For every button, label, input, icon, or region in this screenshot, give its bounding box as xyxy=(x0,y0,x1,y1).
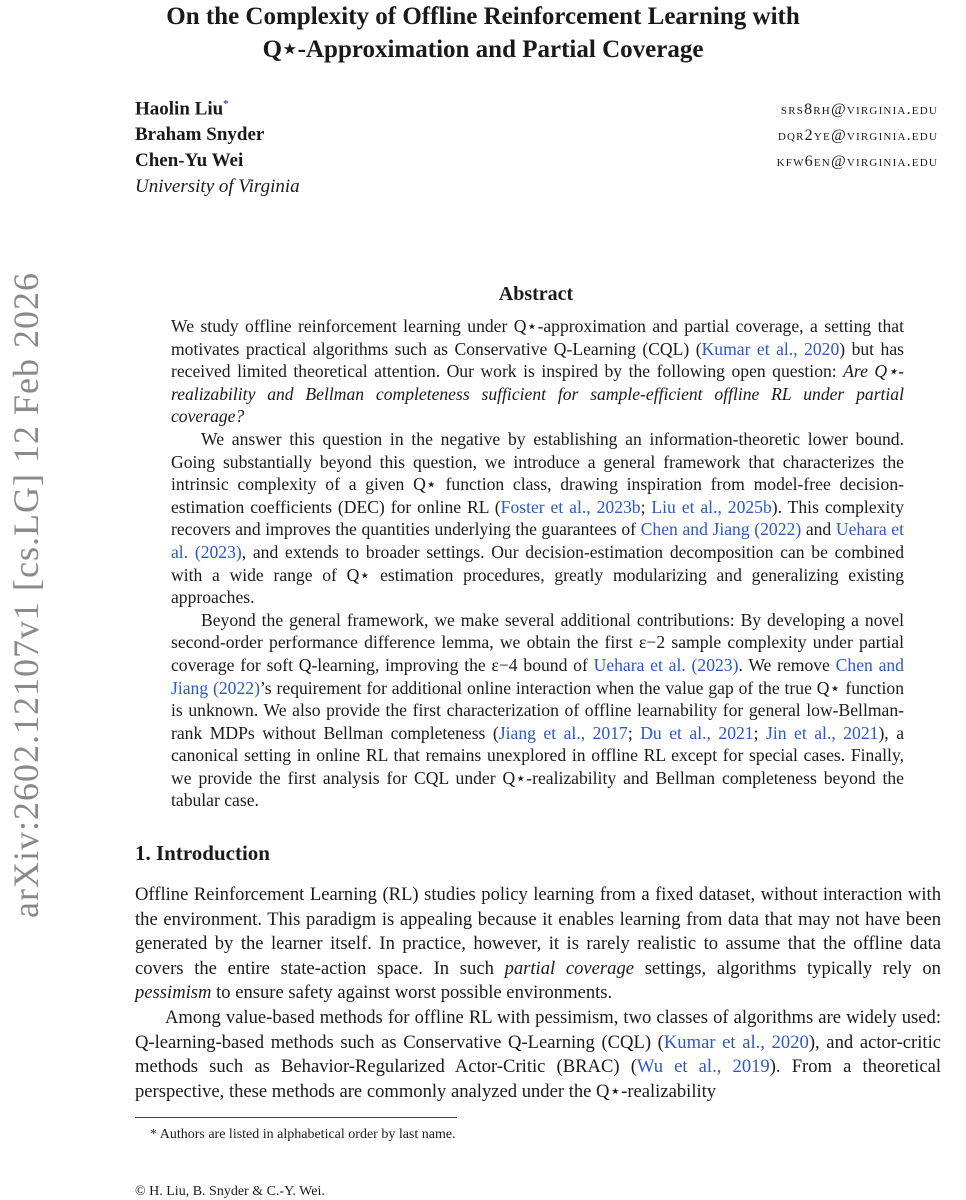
affiliation: University of Virginia xyxy=(135,176,300,197)
citation-link[interactable]: Jin et al., 2021 xyxy=(766,722,879,743)
footnote-rule xyxy=(135,1117,457,1118)
citation-link[interactable]: Wu et al., 2019 xyxy=(636,1056,770,1078)
citation-link[interactable]: Foster et al., 2023b xyxy=(500,496,641,517)
citation-link[interactable]: Kumar et al., 2020 xyxy=(701,338,840,359)
arxiv-stamp: arXiv:2602.12107v1 [cs.LG] 12 Feb 2026 xyxy=(6,272,46,918)
citation-link[interactable]: Chen and Jiang xyxy=(640,519,750,540)
author-1 xyxy=(135,98,229,120)
open-question: Are Q⋆-realizability and Bellman completeness sufficient for sample-efficient offline RL under partial coverage? xyxy=(171,361,904,427)
author-name: Haolin Liu xyxy=(135,98,224,120)
author-footnote-mark[interactable]: * xyxy=(223,98,229,110)
abstract-paragraph-2: We answer this question in the negative by establishing an information-theoretic lower bound. Going substantially beyond this question, we introduce a general framework that characterizes the intrinsic complexity of a given Q⋆ function class, drawing inspiration from model-free decision-estimation coefficients (DEC) for online RL (Foster et al., 2023b; Liu et al., 2025b). This complexity recovers and improves the quantities underlying the guarantees of Chen and Jiang (2022) and Uehara et al. (2023), and extends to broader settings. Our decision-estimation decomposition can be combined with a wide range of Q⋆ estimation procedures, greatly modularizing and generalizing existing approaches. xyxy=(171,428,904,608)
citation-link[interactable]: Jiang et al., 2017 xyxy=(498,722,628,743)
section-heading-introduction: 1. Introduction xyxy=(135,841,270,865)
citation-link[interactable]: Du et al., 2021 xyxy=(640,722,754,743)
citation-link[interactable]: Kumar et al., 2020 xyxy=(663,1031,809,1053)
citation-link[interactable]: Liu et al., 2025b xyxy=(651,496,772,517)
abstract-heading: Abstract xyxy=(498,283,574,305)
introduction-body xyxy=(135,883,941,1104)
footnote: * Authors are listed in alphabetical order by last name. xyxy=(150,1127,456,1142)
email-1[interactable]: srs8rh@virginia.edu xyxy=(780,101,938,118)
citation-link[interactable]: Uehara et al. (2023) xyxy=(593,654,739,675)
abstract-paragraph-1: We study offline reinforcement learning under Q⋆-approximation and partial coverage, a setting that motivates practical algorithms such as Conservative Q-Learning (CQL) (Kumar et al., 2020) but has received limited theoretical attention. Our work is inspired by the following open question: Are Q⋆-realizability and Bellman completeness sufficient for sample-efficient offline RL under partial coverage? xyxy=(171,316,904,427)
title-line-2: Q⋆-Approximation and Partial Coverage xyxy=(262,36,704,63)
email-3[interactable]: kfw6en@virginia.edu xyxy=(776,153,938,170)
citation-link[interactable]: Uehara et al. xyxy=(171,519,904,562)
abstract-paragraph-3: Beyond the general framework, we make several additional contributions: By developing a novel second-order performance difference lemma, we obtain the first ε−2 sample complexity under partial coverage for soft Q-learning, improving the ε−4 bound of Uehara et al. (2023). We remove Chen and Jiang (2022)’s requirement for additional online interaction when the value gap of the true Q⋆ function is unknown. We also provide the first characterization of offline learnability for general low-Bellman-rank MDPs without Bellman completeness (Jiang et al., 2017; Du et al., 2021; Jin et al., 2021), a canonical setting in online RL that remains unexplored in offline RL except for special cases. Finally, we provide the first analysis for CQL under Q⋆-realizability and Bellman completeness beyond the tabular case. xyxy=(171,609,905,811)
citation-year-link[interactable]: (2023) xyxy=(194,541,242,562)
intro-paragraph-2: Among value-based methods for offline RL with pessimism, two classes of algorithms are widely used: Q-learning-based methods such as Conservative Q-Learning (CQL) (Kumar et al., 2020), and actor-critic methods such as Behavior-Regularized Actor-Critic (BRAC) (Wu et al., 2019). From a theoretical perspective, these methods are commonly analyzed under the Q⋆-realizability xyxy=(135,1006,941,1102)
citation-link[interactable]: Chen and Jiang (2022) xyxy=(171,654,904,698)
citation-year-link[interactable]: (2022) xyxy=(754,519,802,540)
title-line-1: On the Complexity of Offline Reinforcement Learning with xyxy=(166,3,800,30)
abstract-body xyxy=(171,315,904,812)
author-2: Braham Snyder xyxy=(135,124,265,145)
author-3: Chen-Yu Wei xyxy=(135,150,244,171)
intro-paragraph-1: Offline Reinforcement Learning (RL) studies policy learning from a fixed dataset, without interaction with the environment. This paradigm is appealing because it enables learning from data that may not have been generated by the learner itself. In practice, however, it is rarely realistic to assume that the offline data covers the entire state-action space. In such partial coverage settings, algorithms typically rely on pessimism to ensure safety against worst possible environments. xyxy=(135,884,941,1004)
paper-title xyxy=(0,0,966,66)
email-2[interactable]: dqr2ye@virginia.edu xyxy=(777,127,938,144)
copyright: © H. Liu, B. Snyder & C.-Y. Wei. xyxy=(135,1184,325,1199)
